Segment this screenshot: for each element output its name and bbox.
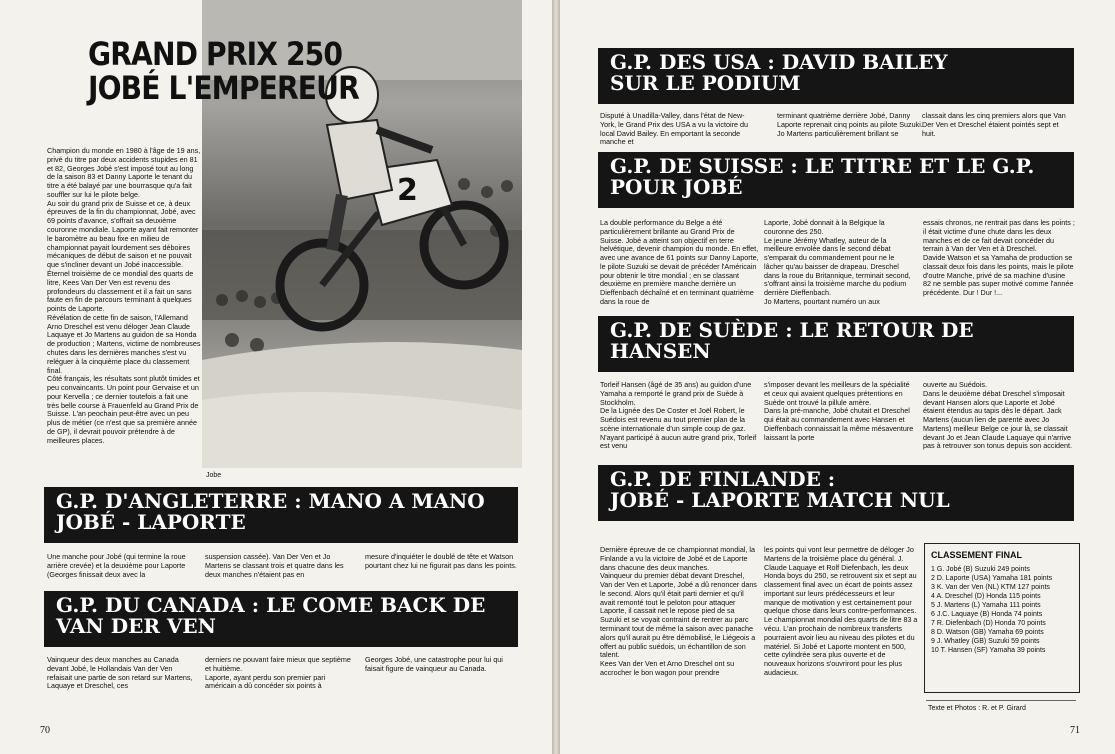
- classement-entry: 7 R. Diefenbach (D) Honda 70 points: [931, 619, 1046, 627]
- suede-heading-line2: HANSEN: [610, 339, 711, 364]
- credit-divider: [926, 700, 1076, 701]
- classement-title: CLASSEMENT FINAL: [931, 550, 1022, 560]
- angleterre-col3: mesure d'inquiéter le doublé de tête et Watson pourtant chez lui ne figurait pas dans les points.: [365, 553, 517, 570]
- suisse-heading: [598, 152, 1074, 208]
- angleterre-col1: Une manche pour Jobé (qui termine la roue arrière crevée) et la deuxième pour Laporte (Georges finissait deux avec la: [47, 553, 186, 579]
- usa-heading-line1: G.P. DES USA : DAVID BAILEY: [610, 50, 948, 74]
- classement-entry: 9 J. Whatley (GB) Suzuki 59 points: [931, 637, 1040, 645]
- article-title-line2: JOBÉ L'EMPEREUR: [88, 68, 359, 107]
- usa-col3: classait dans les cinq premiers alors que Van Der Ven et Dreschel étaient pointés sept et huit.: [922, 112, 1066, 138]
- finlande-heading: [598, 465, 1074, 521]
- usa-heading-line2: SUR LE PODIUM: [610, 71, 801, 96]
- usa-heading: [598, 48, 1074, 104]
- finlande-heading-line1: G.P. DE FINLANDE :: [610, 467, 836, 491]
- canada-col3: Georges Jobé, une catastrophe pour lui qui faisait figure de vainqueur au Canada.: [365, 656, 503, 673]
- classement-entry: 1 G. Jobé (B) Suzuki 249 points: [931, 566, 1030, 573]
- article-title: [88, 35, 359, 107]
- usa-col2: terminant quatrième derrière Jobé, Danny Laporte reprenait cinq points au pilote Suzuki. Jo Martens particulièrement brillant se: [777, 112, 923, 138]
- finlande-col1: Dernière épreuve de ce championnat mondial, la Finlande a vu la victoire de Jobé et de Laporte dans chacune des deux manches. Vainqueur du premier débat devant Dreschel, Van der Ven et Laporte, Jobé a dû renoncer dans le second. Alors qu'il était parti dernier et qu'il avait remonté tout le peloton pour attaquer Laporte, il cassait net le repose pied de sa Suzuki et se voyait contraint de rentrer au parc terminant tout de même la saison avec panache alors qu'il aurait pu être démobilisé, le Liégeois a offert au public suédois, un échantillon de son talent. Kees Van der Ven et Arno Dreschel ont su accrocher le bon wagon pour prendre: [600, 546, 757, 677]
- suisse-heading-line2: POUR JOBÉ: [610, 175, 743, 200]
- suede-heading: [598, 316, 1074, 372]
- canada-heading-line2: VAN DER VEN: [56, 614, 216, 639]
- suede-col3: ouverte au Suédois. Dans le deuxième débat Dreschel s'imposait devant Hansen alors que Laporte et Jobé étaient étendus au tapis dès le départ. Jack Martens (aucun lien de parenté avec Jo Martens) meilleur Belge ce jour là, se classait devant Jo et Jean Claude Laquaye qui n'arrive pas à retrouver son tonus depuis son accident.: [923, 381, 1073, 451]
- suisse-col2: Laporte, Jobé donnait à la Belgique la couronne des 250. Le jeune Jérémy Whatley, auteur de la meilleure envolée dans le second débat s'emparait du commandement pour ne le lâcher qu'au baisser de drapeau. Dreschel dans la roue du Britannique, terminait second, s'offrant ainsi la troisième marche du podium derrière Dieffenbach. Jo Martens, pourtant numéro un aux: [764, 219, 911, 307]
- suisse-heading-line1: G.P. DE SUISSE : LE TITRE ET LE G.P.: [610, 154, 1035, 178]
- canada-col2: derniers ne pouvant faire mieux que septième et huitième. Laporte, ayant perdu son premier pari américain a dû concéder six points à: [205, 656, 351, 691]
- classement-entry: 4 A. Dreschel (D) Honda 115 points: [931, 592, 1041, 600]
- classement-entry: 5 J. Martens (L) Yamaha 111 points: [931, 601, 1041, 609]
- page-number-left: 70: [40, 725, 50, 736]
- suede-col1: Torleif Hansen (âgé de 35 ans) au guidon d'une Yamaha a remporté le grand prix de Suède à Stockholm. De la Lignée des De Coster et Joël Robert, le Suédois est revenu au tout premier plan de la scène internationale d'un simple coup de gaz. N'ayant participé à aucun autre grand prix, Torleif est venu: [600, 381, 757, 451]
- canada-col1: Vainqueur des deux manches au Canada devant Jobé, le Hollandais Van der Ven refaisait une partie de son retard sur Martens, Laquaye et Dreschel, ces: [47, 656, 193, 691]
- angleterre-heading-line2: JOBÉ - LAPORTE: [56, 510, 246, 535]
- article-title-line1: GRAND PRIX 250: [88, 35, 343, 73]
- classement-list: [931, 566, 1073, 656]
- suisse-col1: La double performance du Belge a été particulièrement brillante au Grand Prix de Suisse. Jobé a atteint son objectif en terre helvétique, devenir champion du monde. En effet, avec une avance de 61 points sur Danny Laporte, le pilote Suzuki se devait de précéder l'Américain pour obtenir le titre mondial ; en se classant deuxième en première manche derrière un Dieffenbach déchaîné et en terminant quatrième dans la roue de: [600, 219, 759, 307]
- angleterre-col2: suspension cassée). Van Der Ven et Jo Martens se classant trois et quatre dans les deux manches n'étaient pas en: [205, 553, 344, 579]
- classement-entry: 8 D. Watson (GB) Yamaha 69 points: [931, 628, 1044, 636]
- svg-text:2: 2: [397, 173, 418, 208]
- suede-col2: s'imposer devant les meilleurs de la spécialité et ceux qui avaient quelques prétentions en Suède ont trouvé la pillule amère. Dans la pré-manche, Jobé chutait et Dreschel qui était au commandement avec Hansen et Dieffenbach connaissait la même mésaventure laissant la porte: [764, 381, 914, 442]
- classement-final-box: [924, 543, 1080, 693]
- classement-entry: 6 J.C. Laquaye (B) Honda 74 points: [931, 610, 1043, 618]
- photo-credit: Texte et Photos : R. et P. Girard: [928, 705, 1026, 712]
- finlande-col2: les points qui vont leur permettre de déloger Jo Martens de la troisième place du général. J. Claude Laquaye et Rolf Diefenbach, les deux Honda boys du 250, se retrouvent six et sept au classement final avec un écart de points assez important sur leurs prédécesseurs et leur manque de motivation y est certainement pour quelque chose dans leurs contre-performances. Le championnat mondial des quarts de litre 83 a vécu. L'an prochain de nombreux transferts pourraient avoir lieu au niveau des pilotes et du matériel. Si Jobé et Laporte montent en 500, cette cylindrée sera plus ouverte et de nouveaux horizons s'ouvriront pour les plus audacieux.: [764, 546, 918, 677]
- canada-heading: [44, 591, 518, 647]
- usa-col1: Disputé à Unadilla-Valley, dans l'état de New-York, le Grand Prix des USA a vu la victoire du local David Bailey. En emportant la seconde manche et: [600, 112, 748, 147]
- intro-text: Champion du monde en 1980 à l'âge de 19 ans, privé du titre par deux accidents stupides en 81 et 82, Georges Jobé s'est imposé tout au long de la saison 83 et Danny Laporte le tenant du titre a été balayé par une bourrasque qu'a fait souffler sur lui le pilote belge. Au soir du grand prix de Suisse et ce, à deux épreuves de la fin du championnat, Jobé, avec 69 points d'avance, s'offrait sa deuxième couronne mondiale. Laporte ayant fait remonter le baromètre au beau fixe en milieu de championnat payait lourdement ses déboires mécaniques de début de saison et ne pouvait que s'incliner devant un Jobé inaccessible. Éternel troisième de ce mondial des quarts de litre, Kees Van Der Ven est revenu des profondeurs du classement et il a fait un sans faute en fin de parcours terminant à quelques points de Laporte. Révélation de cette fin de saison, l'Allemand Arno Dreschel est venu déloger Jean Claude Laquaye et Jo Martens au guidon de sa Honda de production ; Martens, victime de nombreuses chutes dans les dernières manches s'est vu reléguer à la cinquième place du classement final. Côté français, les résultats sont plutôt timides et peu convaincants. Un point pour Gervaise et un pour Kervella ; ce dernier toutefois a fait une très belle course à Frauenfeld au Grand Prix de Suisse. L'an peochain peut-être avec un peu plus de métier (ce n'est que sa première année de GP), il devrait pouvoir prétendre à de meilleures places.: [47, 147, 201, 445]
- page-gutter: [552, 0, 560, 754]
- finlande-heading-line2: JOBÉ - LAPORTE MATCH NUL: [610, 488, 950, 513]
- angleterre-heading-line1: G.P. D'ANGLETERRE : MANO A MANO: [56, 489, 485, 513]
- suede-heading-line1: G.P. DE SUÈDE : LE RETOUR DE: [610, 318, 974, 342]
- classement-entry: 3 K. Van der Ven (NL) KTM 127 points: [931, 583, 1050, 591]
- classement-entry: 2 D. Laporte (USA) Yamaha 181 points: [931, 574, 1053, 582]
- photo-caption: Jobe: [206, 472, 222, 479]
- classement-entry: 10 T. Hansen (SF) Yamaha 39 points: [931, 646, 1046, 654]
- canada-heading-line1: G.P. DU CANADA : LE COME BACK DE: [56, 593, 486, 617]
- suisse-col3: essais chronos, ne rentrait pas dans les points ; il était victime d'une chute dans les deux manches et de ce fait devait concéder du terrain à Van der Ven et à Dreschel. Davide Watson et sa Yamaha de production se classait deux fois dans les points, mais le pilote d'outre Manche, privé de sa machine d'usine 82 ne semble pas super motivé comme l'année précédente. Dur ! Dur !...: [923, 219, 1075, 298]
- angleterre-heading: [44, 487, 518, 543]
- page-number-right: 71: [1070, 725, 1080, 736]
- left-page: [0, 0, 552, 754]
